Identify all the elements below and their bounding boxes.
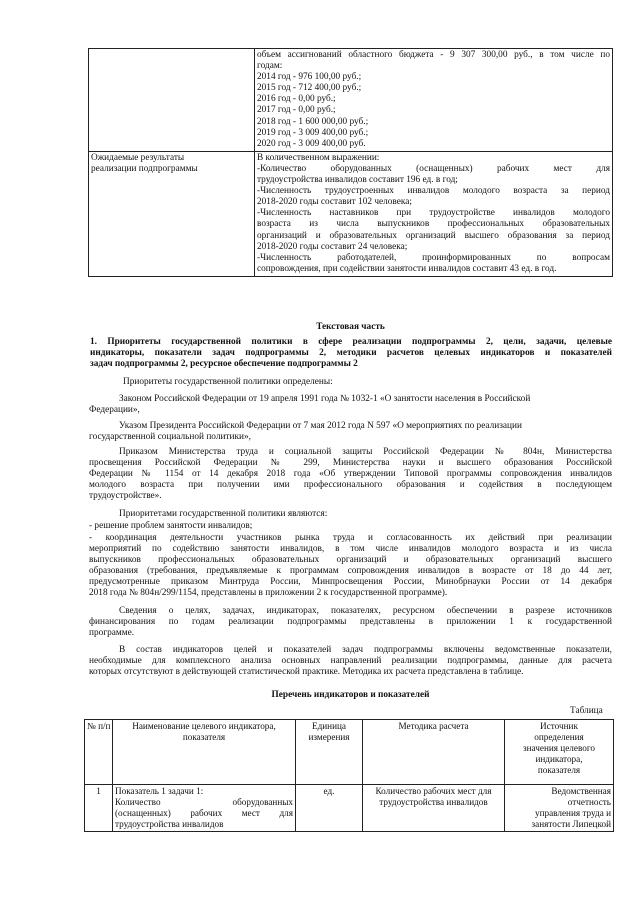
row-source-line: Ведомственная [551, 786, 611, 796]
paragraph-priorities-are: Приоритетами государственной политики являются: [119, 509, 328, 519]
results-line: -Количество оборудованных (оснащенных) рабочих мест для [257, 163, 610, 174]
funding-line: 2015 год - 712 400,00 руб.; [257, 83, 362, 94]
law-line: Законом Российской Федерации от 19 апреля 1991 года № 1032-1 «О занятости населения в Российской [119, 394, 531, 404]
row-unit: ед. [296, 785, 363, 832]
paragraph-decree [89, 421, 612, 443]
results-line: 2018-2020 годы составит 102 человека; [257, 197, 412, 208]
results-label: Ожидаемые результаты [91, 152, 185, 163]
paragraph-indicators [89, 645, 612, 678]
funding-line: 2017 год - 0,00 руб.; [257, 105, 336, 116]
header-num: № п/п [85, 720, 113, 785]
results-line: сопровождения, при содействии занятости инвалидов составит 43 ед. в год. [257, 263, 557, 274]
results-line: -Численность наставников при трудоустройстве инвалидов молодого [257, 208, 610, 219]
paragraph-order [89, 447, 612, 502]
row-name-line: (оснащенных) рабочих мест для [115, 808, 293, 818]
paragraph-priorities: Приоритеты государственной политики определены: [123, 377, 333, 387]
coordination-line: мероприятий по содействию занятости инвалидов, в том числе инвалидов молодого возраста и из числа [89, 544, 612, 554]
results-cell [255, 151, 613, 276]
header-source-line: индикатора, [535, 754, 583, 764]
row-name [113, 785, 296, 832]
coordination-line: 2018 года № 804н/299/1154, представлены в приложении 2 к государственной программе). [89, 588, 448, 598]
row-source-line: занятости Липецкой [531, 819, 611, 829]
subprogram-passport-table [88, 48, 613, 277]
goals-line: программе. [89, 628, 135, 638]
funding-line: 2014 год - 976 100,00 руб.; [257, 72, 362, 83]
funding-line: 2019 год - 3 009 400,00 руб.; [257, 127, 369, 138]
header-unit-line: Единица [311, 721, 347, 731]
results-row [89, 151, 613, 276]
row-num: 1 [85, 785, 113, 832]
list-title: Перечень индикаторов и показателей [271, 690, 430, 700]
bullet-coordination [89, 533, 612, 599]
results-line: 2018-2020 годы составит 24 человека; [257, 241, 408, 252]
coordination-line: образования (требования, предъявляемые к программам сопровождения инвалидов в возрасте от 18 до 44 лет, [89, 566, 612, 576]
indicators-table [84, 719, 614, 832]
results-line: В количественном выражении: [257, 152, 380, 163]
heading-line: задач подпрограммы 2, ресурсное обеспечение подпрограммы 2 [90, 359, 358, 369]
header-source-line: значения целевого [523, 743, 595, 753]
indicators-header-row [85, 720, 614, 785]
row-name-line: Показатель 1 задачи 1: [115, 786, 204, 796]
header-source [505, 720, 614, 785]
table-row [85, 785, 614, 832]
funding-line: 2020 год - 3 009 400,00 руб. [257, 138, 366, 149]
section-heading [90, 337, 612, 370]
header-name [113, 720, 296, 785]
header-unit-line: измерения [308, 732, 350, 742]
results-line: организаций и образовательных организаций высшего образования за период [257, 230, 610, 241]
law-line: Федерации», [89, 405, 140, 415]
bullet-employment: - решение проблем занятости инвалидов; [89, 521, 253, 531]
order-line: Федерации № 1154 от 14 декабря 2018 года «Об утверждении Типовой программы сопровождения инвалидов [89, 469, 612, 479]
order-line: трудоустройстве». [89, 491, 162, 501]
header-source-line: Источник [540, 721, 578, 731]
results-label-cell [89, 151, 255, 276]
funding-label-cell [89, 49, 255, 152]
decree-line: Указом Президента Российской Федерации от 7 мая 2012 года N 597 «О мероприятиях по реализации [119, 421, 522, 431]
paragraph-law [89, 394, 612, 416]
coordination-line: предусмотренные приказом Минтруда России, Минпросвещения России, Минобрнауки России от 14 декабря [89, 577, 612, 587]
funding-row [89, 49, 613, 152]
row-method-line: Количество рабочих мест для [375, 786, 492, 796]
table-label: Таблица [570, 706, 603, 716]
header-unit [296, 720, 363, 785]
decree-line: государственной социальной политики», [89, 432, 251, 442]
funding-line: годам: [257, 61, 283, 72]
goals-line: Сведения о целях, задачах, индикаторах, показателях, ресурсном обеспечении в разрезе источников [119, 606, 612, 616]
indicators-line: которых отсутствуют в действующей статистической практике. Методика их расчета представлена в таблице. [89, 667, 524, 677]
coordination-line: - координация деятельности участников рынка труда и согласованность их действий при реализации [89, 533, 612, 543]
indicators-line: необходимые для комплексного анализа основных направлений реализации подпрограммы, данные для расчета [89, 656, 612, 666]
results-label: реализации подпрограммы [91, 163, 198, 174]
row-source-line: отчетность [567, 797, 611, 807]
heading-line: 1. Приоритеты государственной политики в сфере реализации подпрограммы 2, цели, задачи, целевые [90, 337, 612, 347]
header-source-line: показателя [537, 765, 581, 775]
order-line: Приказом Министерства труда и социальной защиты Российской Федерации № 804н, Министерства [119, 447, 612, 457]
row-name-line: трудоустройства инвалидов [115, 819, 224, 829]
row-method [363, 785, 505, 832]
header-source-line: определения [534, 732, 584, 742]
row-method-line: трудоустройства инвалидов [379, 797, 488, 807]
coordination-line: выпускников профессиональных образовательных организаций и образовательных организаций высшего [89, 555, 612, 565]
heading-line: индикаторы, показатели задач подпрограммы 2, методики расчетов целевых индикаторов и показателей [90, 348, 612, 358]
goals-line: финансирования по годам реализации подпрограммы представлены в приложении 1 к государственной [89, 617, 612, 627]
results-line: трудоустройства инвалидов составит 196 ед. в год; [257, 175, 458, 186]
results-line: возраста из числа выпускников профессиональных образовательных [257, 219, 610, 230]
header-name-line: Наименование целевого индикатора, [132, 721, 276, 731]
funding-cell [255, 49, 613, 152]
results-line: -Численность трудоустроенных инвалидов молодого возраста за период [257, 186, 610, 197]
indicators-line: В состав индикаторов целей и показателей задач подпрограммы включены ведомственные показатели, [119, 645, 612, 655]
header-method: Методика расчета [363, 720, 505, 785]
order-line: молодого возраста при получении ими профессионального образования и содействия в последующем [89, 480, 612, 490]
order-line: просвещения Российской Федерации № 299, Министерства науки и высшего образования Российской [89, 458, 612, 468]
funding-line: 2016 год - 0,00 руб.; [257, 94, 336, 105]
section-title: Текстовая часть [316, 322, 385, 332]
funding-line: объем ассигнований областного бюджета - 9 307 300,00 руб., в том числе по [257, 50, 610, 60]
results-line: -Численность работодателей, проинформированных по вопросам [257, 252, 610, 263]
row-source-line: управления труда и [535, 808, 611, 818]
funding-line: 2018 год - 1 600 000,00 руб.; [257, 116, 369, 127]
paragraph-goals-info [89, 606, 612, 639]
header-name-line: показателя [182, 732, 226, 742]
row-name-line: Количество оборудованных [115, 797, 293, 807]
row-source [505, 785, 614, 832]
